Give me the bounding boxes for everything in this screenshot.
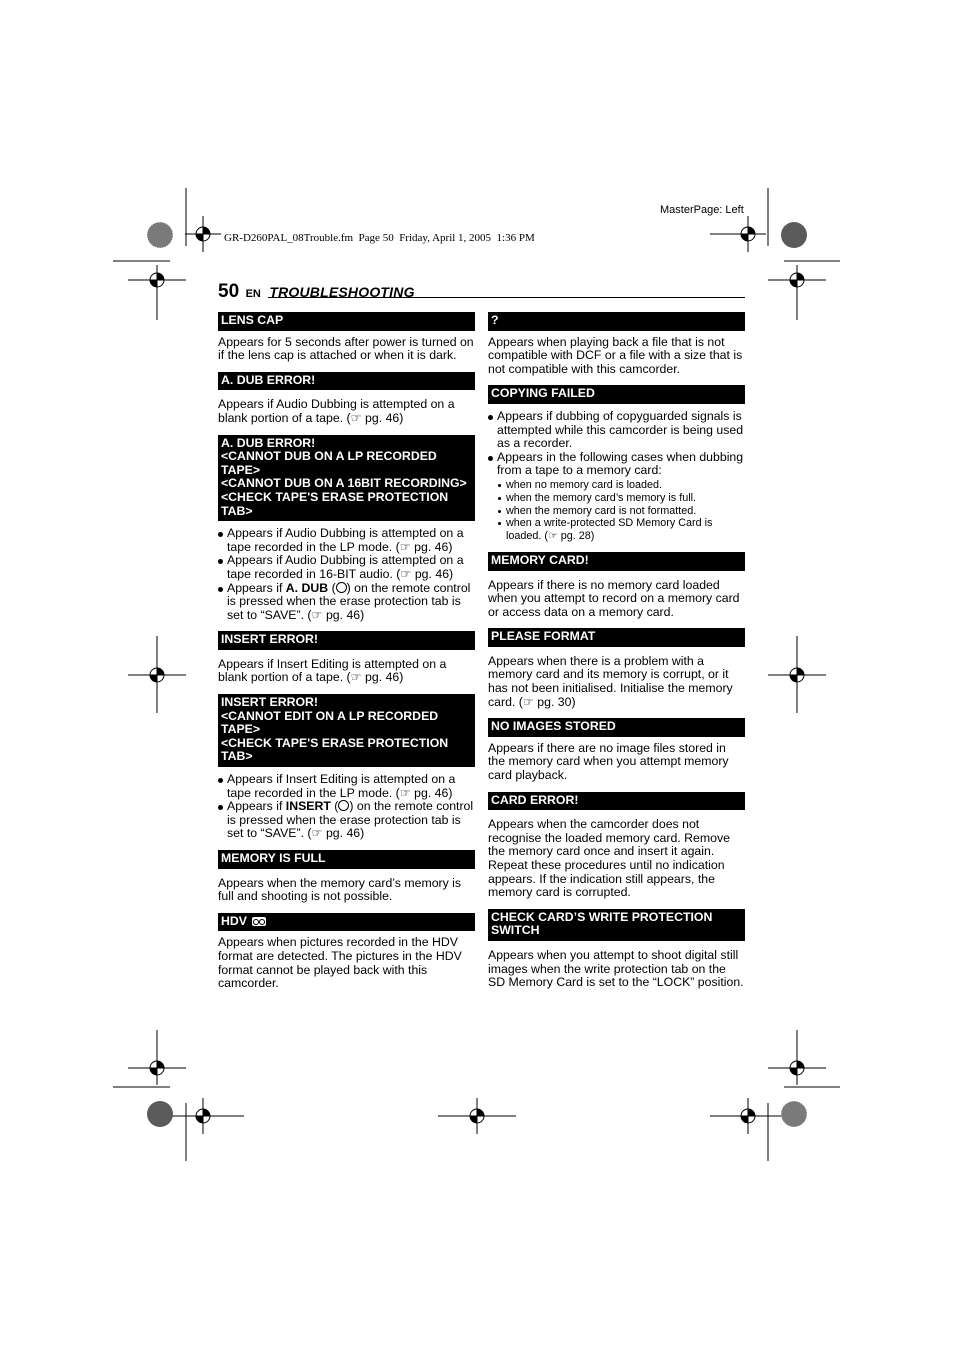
memory-card-text: Appears if there is no memory card loaded when you attempt to record on a memory card or access data on a memory card. [488,577,740,619]
list-item: when the memory card’s memory is full. [497,492,745,505]
file-info: GR-D260PAL_08Trouble.fm Page 50 Friday, April 1, 2005 1:36 PM [224,232,535,244]
memory-card-heading: MEMORY CARD! [488,552,745,571]
heading-line: <CANNOT DUB ON A 16BIT RECORDING> [221,476,467,491]
question-heading: ? [488,312,745,331]
a-dub-error-text: Appears if Audio Dubbing is attempted on a blank portion of a tape. (☞ pg. 46) [218,397,455,425]
a-dub-key: A. DUB [285,580,329,595]
hdv-title: HDV [221,913,247,928]
write-protect-heading: CHECK CARD’S WRITE PROTECTION SWITCH [488,909,745,941]
a-dub-error-heading: A. DUB ERROR! [218,372,475,391]
please-format-text: Appears when there is a problem with a memory card and its memory is corrupt, or it has not been initialised. Initialise the memory card. (☞ pg. 30) [488,653,733,709]
page-lang: EN [245,288,261,300]
list-item: when the memory card is not formatted. [497,505,745,518]
copying-failed-heading: COPYING FAILED [488,385,745,404]
insert-error-bullets [218,773,475,841]
lens-cap-heading: LENS CAP [218,312,475,331]
header-rule [268,297,745,298]
memory-full-heading: MEMORY IS FULL [218,850,475,869]
tape-icon [252,917,266,926]
list-item: Appears in the following cases when dubbing from a tape to a memory card: [488,451,745,478]
pause-icon [336,582,347,593]
heading-line: A. DUB ERROR! [221,435,316,450]
insert-key: INSERT [285,799,331,814]
section-title: TROUBLESHOOTING [269,284,415,300]
right-column [488,312,745,990]
lens-cap-text: Appears for 5 seconds after power is turned on if the lens cap is attached or when it is dark. [218,334,474,363]
a-dub-error-bullets [218,527,475,622]
list-item: Appears if Insert Editing is attempted on a tape recorded in the LP mode. (☞ pg. 46) [218,773,475,800]
insert-error-heading: INSERT ERROR! [218,631,475,650]
list-item: Appears if Audio Dubbing is attempted on a tape recorded in the LP mode. (☞ pg. 46) [218,527,475,554]
insert-error-detail-heading [218,694,475,767]
insert-error-text: Appears if Insert Editing is attempted on a blank portion of a tape. (☞ pg. 46) [218,656,447,685]
play-icon [338,800,349,811]
hdv-heading [218,913,475,932]
card-error-heading: CARD ERROR! [488,792,745,811]
list-item: when no memory card is loaded. [497,479,745,492]
heading-line: INSERT ERROR! [221,695,319,710]
bullet-text: ) on the remote control is pressed when the erase protection tab is set to “SAVE”. (☞ pg. 46) [227,799,474,841]
list-item: Appears if A. DUB ( ) on the remote control is pressed when the erase protection tab is set to “SAVE”. (☞ pg. 46) [218,582,475,623]
question-text: Appears when playing back a file that is not compatible with DCF or a file with a size that is not compatible with this camcorder. [488,334,743,376]
no-images-text: Appears if there are no image files stored in the memory card when you attempt memory card playback. [488,740,729,783]
page-heading [218,281,415,303]
a-dub-error-detail-heading [218,435,475,522]
heading-line: <CHECK TAPE'S ERASE PROTECTION TAB> [221,735,449,764]
hdv-text: Appears when pictures recorded in the HDV format are detected. The pictures in the HDV format cannot be played back with this camcorder. [218,935,462,991]
heading-line: <CANNOT EDIT ON A LP RECORDED TAPE> [221,708,439,737]
bullet-text: ) on the remote control is pressed when the erase protection tab is set to “SAVE”. (☞ pg. 46) [227,580,471,622]
memory-full-text: Appears when the memory card’s memory is full and shooting is not possible. [218,875,462,904]
no-images-heading: NO IMAGES STORED [488,718,745,737]
heading-line: <CHECK TAPE'S ERASE PROTECTION TAB> [221,489,449,518]
copying-failed-bullets [488,410,745,478]
left-column [218,312,475,991]
list-item: Appears if Audio Dubbing is attempted on a tape recorded in 16-BIT audio. (☞ pg. 46) [218,554,475,581]
please-format-heading: PLEASE FORMAT [488,628,745,647]
copying-failed-subbullets [497,479,745,543]
list-item: Appears if INSERT ( ) on the remote control is pressed when the erase protection tab is set to “SAVE”. (☞ pg. 46) [218,800,475,841]
heading-line: <CANNOT DUB ON A LP RECORDED TAPE> [221,449,437,477]
list-item: when a write-protected SD Memory Card is loaded. (☞ pg. 28) [497,517,745,543]
list-item: Appears if dubbing of copyguarded signals is attempted while this camcorder is being used as a recorder. [488,410,745,451]
masterpage-label: MasterPage: Left [660,204,744,216]
card-error-text: Appears when the camcorder does not recognise the loaded memory card. Remove the memory card once and insert it again. Repeat these procedures until no indication appears. If the indication still appears, the memory card is corrupted. [488,817,730,900]
bullet-text: Appears if [227,799,286,814]
bullet-text: Appears if [227,580,286,595]
write-protect-text: Appears when you attempt to shoot digital still images when the write protection tab on the SD Memory Card is set to the “LOCK” position. [488,947,744,990]
page-number: 50 [218,281,240,302]
